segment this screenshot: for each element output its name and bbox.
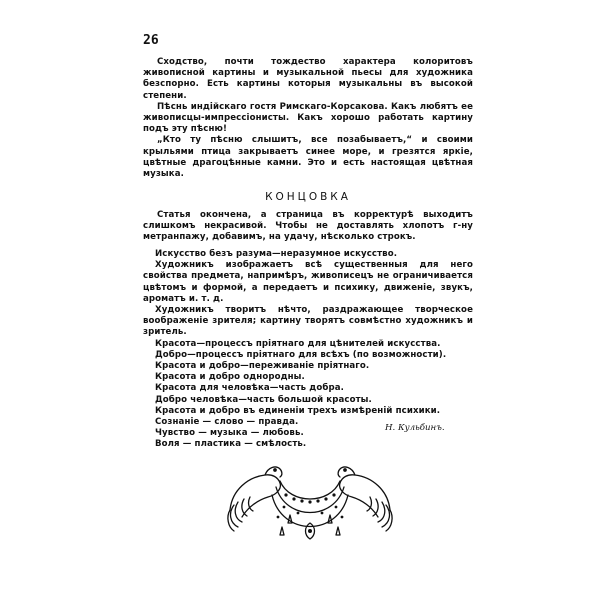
aphorism-line: Красота и добро въ единенiи трехъ измѣренiй психики. — [155, 405, 441, 416]
aphorism-line: Художникъ творитъ нѣчто, раздражающее творческое воображенiе зрителя; картину творятъ совмѣстно художникъ и зритель. — [143, 305, 473, 338]
aphorism-line: Добро человѣка—часть большой красоты. — [155, 394, 372, 405]
section-heading: КОНЦОВКА — [265, 191, 351, 203]
aphorism-line: Сознанiе — слово — правда. — [155, 417, 299, 428]
top-text-block — [143, 57, 473, 180]
paragraph: Пѣснь индiйскаго гостя Римскаго-Корсакова. Какъ любятъ ее живописцы-импрессiонисты. Какъ хорошо работать картину подъ эту пѣсню! — [143, 101, 473, 135]
aphorisms-block — [143, 249, 473, 451]
aphorism-line: Красота для человѣка—часть добра. — [155, 383, 344, 394]
page-number: 26 — [143, 33, 159, 48]
aphorism-line: Художникъ изображаетъ всѣ существенныя для него свойства предмета, напримѣръ, живописецъ не ограничивается цвѣтомъ и формой, а передаетъ и психику, движенiе, звукъ, ароматъ и. т. д. — [143, 260, 473, 304]
aphorism-line: Воля — пластика — смѣлость. — [155, 439, 307, 450]
aphorism-line: Красота—процессъ прiятнаго для цѣнителей искусства. — [155, 338, 441, 349]
aphorism-line: Красота и добро однородны. — [155, 372, 305, 383]
paragraph: „Кто ту пѣсню слышитъ, все позабываетъ,“ и своими крыльями птица закрываетъ синее море, и грезятся яркiе, цвѣтные драгоцѣнные камни. Это и есть настоящая цвѣтная музыка. — [143, 135, 473, 180]
author-signature: Н. Кульбинъ. — [385, 423, 445, 433]
aphorism-line: Добро—процессъ прiятнаго для всѣхъ (по возможности). — [155, 349, 447, 360]
paragraph: Сходство, почти тождество характера колоритовъ живописной картины и музыкальной пьесы для художника безспорно. Есть картины которыя музыкальны въ высокой степени. — [143, 57, 473, 101]
aphorism-line: Чувство — музыка — любовь. — [155, 428, 304, 439]
aphorism-line: Красота и добро—переживанiе прiятнаго. — [155, 361, 370, 372]
birds-with-necklace-ornament-icon — [220, 455, 400, 565]
paragraph: Статья окончена, а страница въ корректурѣ выходитъ слишкомъ некрасивой. Чтобы не доставлять хлопотъ г-ну метранпажу, добавимъ, на удачу, нѣсколько строкъ. — [143, 210, 473, 243]
aphorism-line: Искусство безъ разума—неразумное искусство. — [155, 249, 398, 259]
intro-text-block — [143, 210, 473, 244]
